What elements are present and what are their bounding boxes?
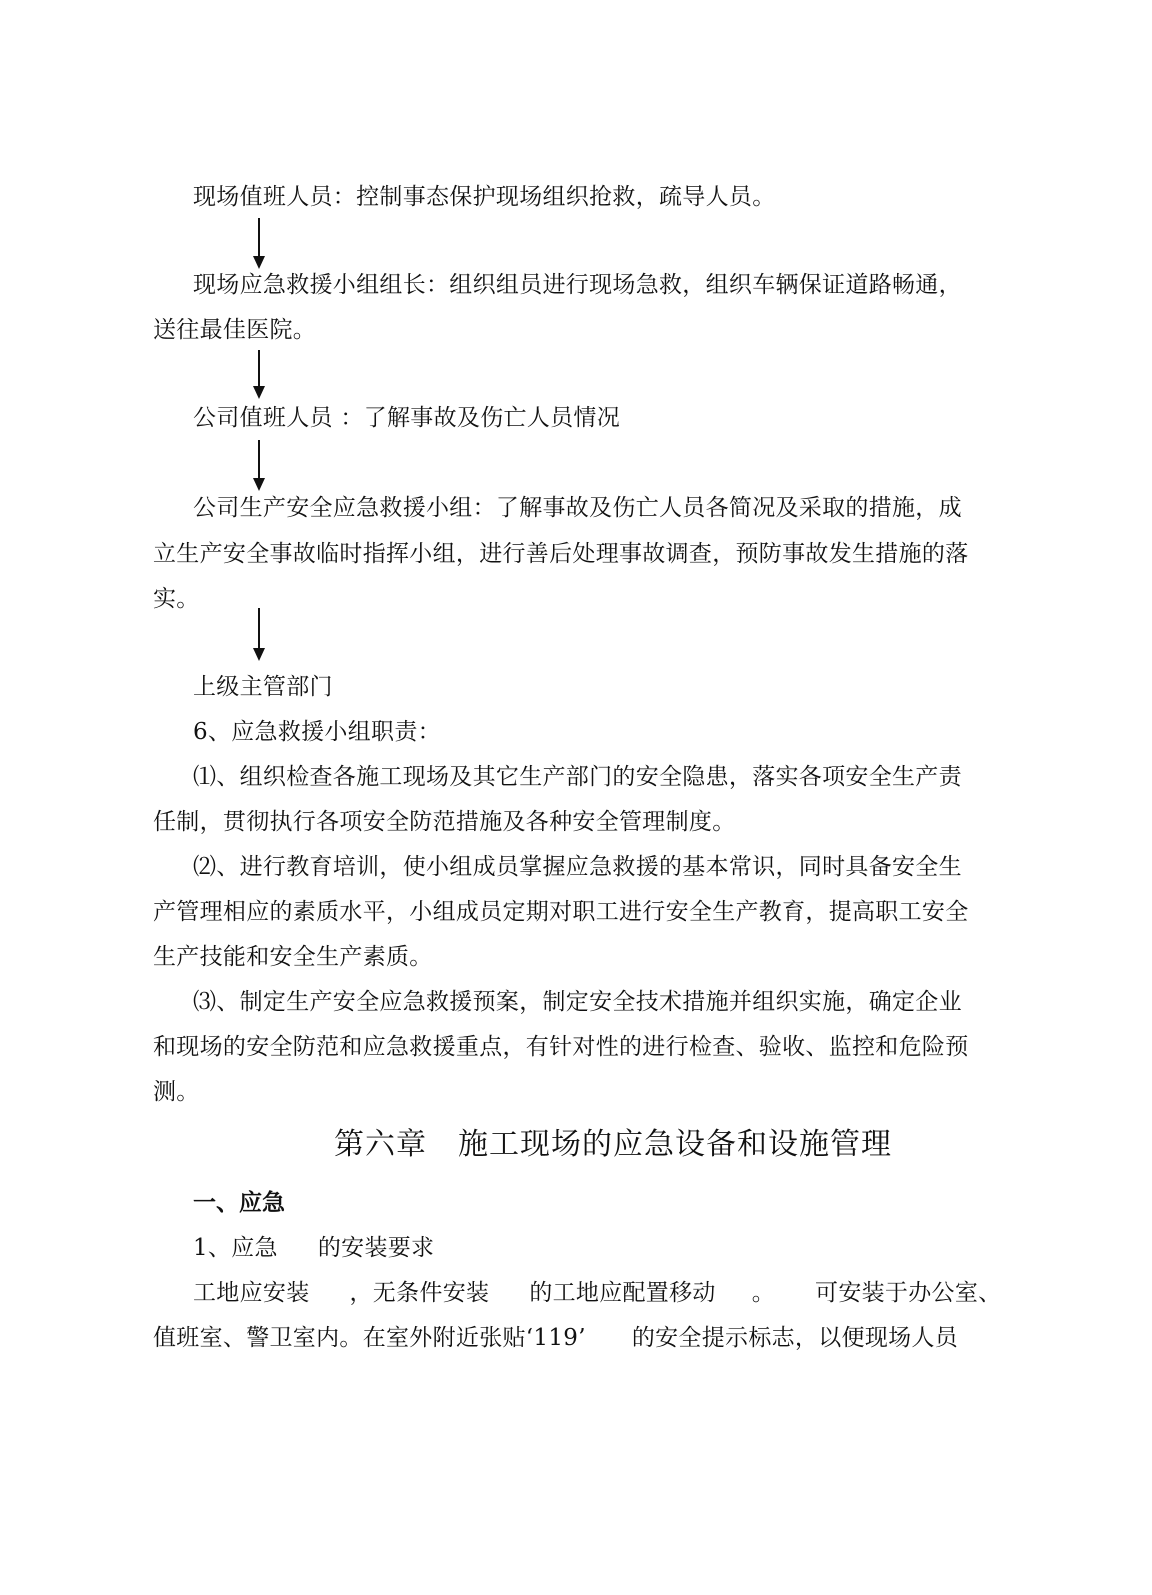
down-arrow-icon bbox=[252, 608, 266, 662]
duty-item-2: ⑵、进行教育培训，使小组成员掌握应急救援的基本常识，同时具备安全生 bbox=[193, 854, 962, 880]
body-paragraph bbox=[193, 1278, 1053, 1308]
subsection-heading-part: 的安装要求 bbox=[317, 1235, 435, 1261]
flow-step-rescue-team-cont: 立生产安全事故临时指挥小组，进行善后处理事故调查，预防事故发生措施的落 bbox=[153, 541, 969, 567]
flow-step-rescue-leader-cont: 送往最佳医院。 bbox=[153, 317, 317, 343]
duty-item-2-cont: 产管理相应的素质水平，小组成员定期对职工进行安全生产教育，提高职工安全 bbox=[153, 899, 969, 925]
body-text: ，无条件安装 bbox=[349, 1280, 490, 1306]
chapter-title: 第六章 施工现场的应急设备和设施管理 bbox=[334, 1127, 892, 1162]
duties-title: 6、应急救援小组职责： bbox=[193, 719, 441, 745]
duty-item-2-cont: 生产技能和安全生产素质。 bbox=[153, 944, 433, 970]
duty-item-1: ⑴、组织检查各施工现场及其它生产部门的安全隐患，落实各项安全生产责 bbox=[193, 764, 962, 790]
flow-step-rescue-team: 公司生产安全应急救援小组：了解事故及伤亡人员各简况及采取的措施，成 bbox=[193, 495, 962, 521]
down-arrow-icon bbox=[252, 350, 266, 400]
body-paragraph-cont bbox=[153, 1323, 1013, 1353]
duty-item-3: ⑶、制定生产安全应急救援预案，制定安全技术措施并组织实施，确定企业 bbox=[193, 989, 962, 1015]
flow-step-superior-dept: 上级主管部门 bbox=[193, 674, 333, 700]
duty-item-1-cont: 任制，贯彻执行各项安全防范措施及各种安全管理制度。 bbox=[153, 809, 736, 835]
body-text: 的安全提示标志，以便现场人员 bbox=[631, 1325, 959, 1351]
flow-step-rescue-leader: 现场应急救援小组组长：组织组员进行现场急救，组织车辆保证道路畅通， bbox=[193, 272, 962, 298]
down-arrow-icon bbox=[252, 218, 266, 270]
flow-step-company-duty: 公司值班人员 ：了解事故及伤亡人员情况 bbox=[193, 405, 621, 431]
flow-step-duty-staff: 现场值班人员：控制事态保护现场组织抢救，疏导人员。 bbox=[193, 184, 776, 210]
flow-step-rescue-team-cont: 实。 bbox=[153, 586, 200, 612]
duty-item-3-cont: 测。 bbox=[153, 1079, 200, 1105]
down-arrow-icon bbox=[252, 440, 266, 492]
subsection-heading bbox=[193, 1233, 1053, 1263]
subsection-heading-part: 1、应急 bbox=[193, 1235, 278, 1261]
body-text: 的工地应配置移动 bbox=[529, 1280, 716, 1306]
body-text: 。 bbox=[751, 1280, 776, 1306]
body-text: 值班室、警卫室内。在室外附近张贴‘119’ bbox=[153, 1325, 586, 1351]
body-text: 工地应安装 bbox=[193, 1280, 310, 1306]
section-heading: 一、应急 bbox=[193, 1190, 285, 1216]
body-text: 可安装于办公室、 bbox=[815, 1280, 1002, 1306]
duty-item-3-cont: 和现场的安全防范和应急救援重点，有针对性的进行检查、验收、监控和危险预 bbox=[153, 1034, 969, 1060]
